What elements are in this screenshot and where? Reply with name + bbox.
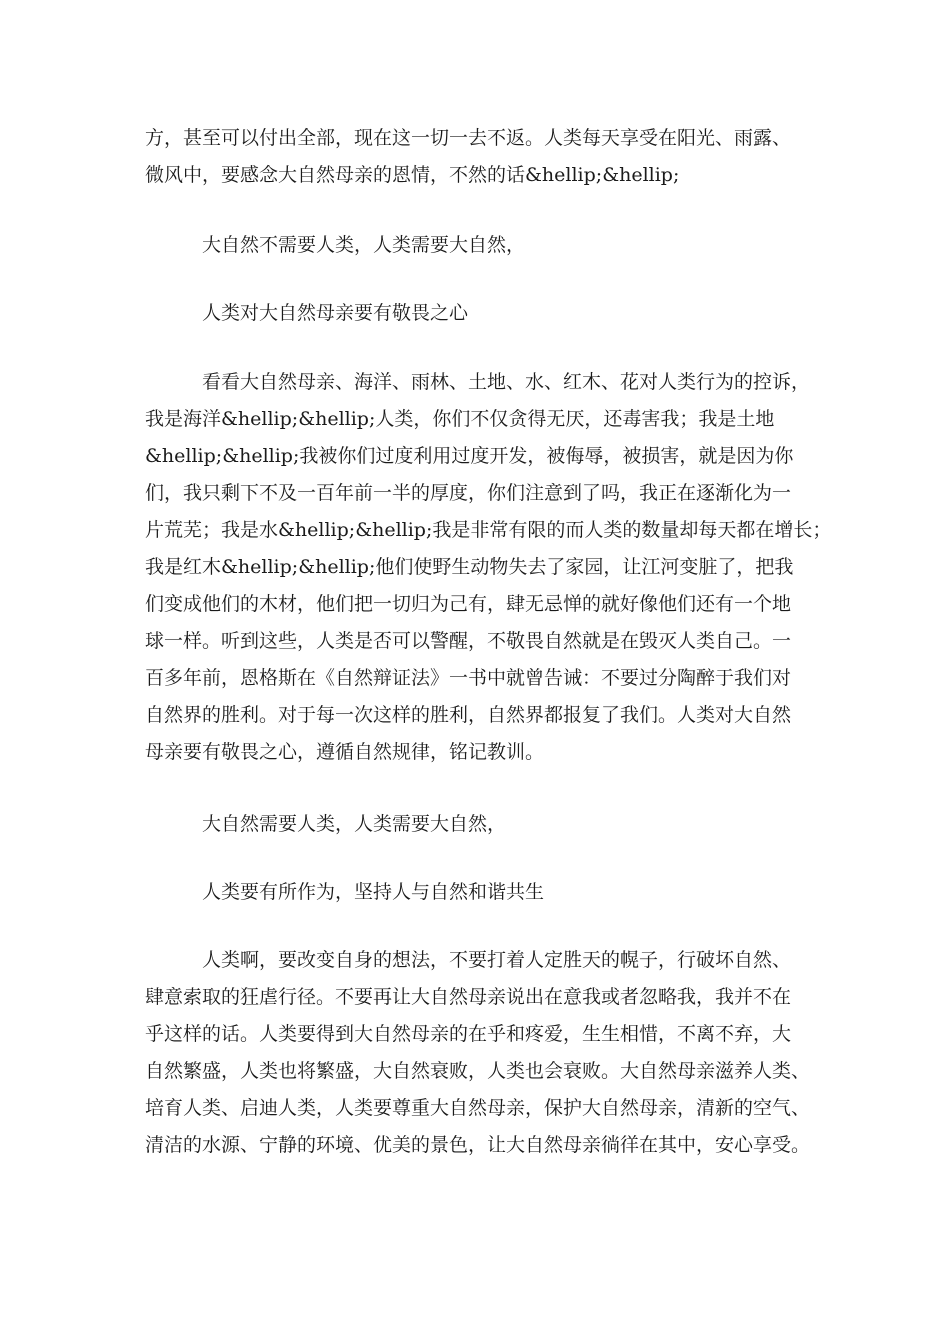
text-line: 乎这样的话。人类要得到大自然母亲的在乎和疼爱，生生相惜，不离不弃，大 — [145, 1023, 792, 1045]
body-paragraph — [145, 364, 832, 771]
text-line: 自然繁盛，人类也将繁盛，大自然衰败，人类也会衰败。大自然母亲滋养人类、 — [145, 1060, 811, 1082]
body-paragraph — [145, 942, 825, 1164]
text-line: 培育人类、启迪人类，人类要尊重大自然母亲，保护大自然母亲，清新的空气、 — [145, 1097, 811, 1119]
text-line: 自然界的胜利。对于每一次这样的胜利，自然界都报复了我们。人类对大自然 — [145, 704, 792, 726]
text-line: 球一样。听到这些，人类是否可以警醒，不敬畏自然就是在毁灭人类自己。一 — [145, 630, 792, 652]
text-line: 人类啊，要改变自身的想法，不要打着人定胜天的幌子，行破坏自然、 — [202, 949, 792, 971]
text-line: 们，我只剩下不及一百年前一半的厚度，你们注意到了吗，我正在逐渐化为一 — [145, 482, 792, 504]
text-line: &hellip;&hellip;我被你们过度利用过度开发，被侮辱，被损害，就是因为你 — [145, 445, 794, 467]
section-heading-line: 人类要有所作为，坚持人与自然和谐共生 — [202, 881, 545, 903]
text-line: 微风中，要感念大自然母亲的恩情，不然的话&hellip;&hellip; — [145, 164, 680, 186]
text-line: 母亲要有敬畏之心，遵循自然规律，铭记教训。 — [145, 741, 545, 763]
section-heading-line: 大自然不需要人类，人类需要大自然， — [202, 234, 526, 256]
text-line: 清洁的水源、宁静的环境、优美的景色，让大自然母亲徜徉在其中，安心享受。 — [145, 1134, 811, 1156]
text-line: 们变成他们的木材，他们把一切归为己有，肆无忌惮的就好像他们还有一个地 — [145, 593, 792, 615]
section-heading-line: 人类对大自然母亲要有敬畏之心 — [202, 302, 469, 324]
text-line: 我是红木&hellip;&hellip;他们使野生动物失去了家园，让江河变脏了，把我 — [145, 556, 794, 578]
paragraph-continuation — [145, 120, 825, 194]
text-line: 片荒芜；我是水&hellip;&hellip;我是非常有限的而人类的数量却每天都在增长； — [145, 519, 832, 541]
text-line: 肆意索取的狂虐行径。不要再让大自然母亲说出在意我或者忽略我，我并不在 — [145, 986, 792, 1008]
text-line: 看看大自然母亲、海洋、雨林、土地、水、红木、花对人类行为的控诉， — [202, 371, 811, 393]
text-line: 百多年前，恩格斯在《自然辩证法》一书中就曾告诫：不要过分陶醉于我们对 — [145, 667, 792, 689]
text-line: 我是海洋&hellip;&hellip;人类，你们不仅贪得无厌，还毒害我；我是土地 — [145, 408, 775, 430]
section-heading-line: 大自然需要人类，人类需要大自然， — [202, 813, 507, 835]
text-line: 方，甚至可以付出全部，现在这一切一去不返。人类每天享受在阳光、雨露、 — [145, 127, 792, 149]
